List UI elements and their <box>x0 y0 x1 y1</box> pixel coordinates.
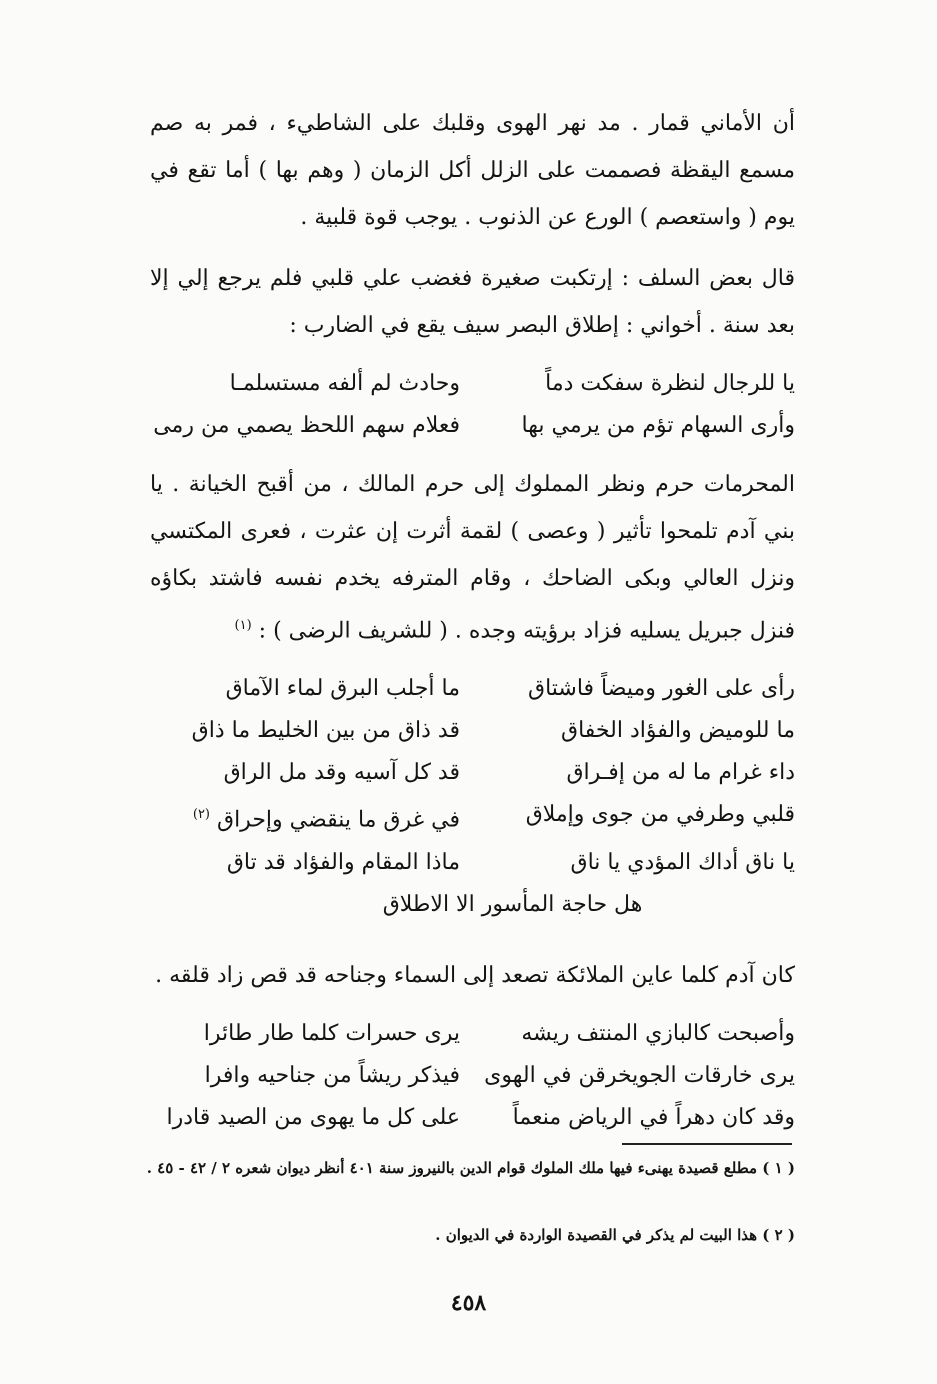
verse-hemistich: وأرى السهام تؤم من يرمي بها <box>521 413 795 438</box>
verse-line <box>150 668 795 710</box>
verse-hemistich: قد ذاق من بين الخليط ما ذاق <box>191 718 460 744</box>
verse-line <box>150 1055 795 1097</box>
verse-line <box>150 405 795 447</box>
verse-hemistich: فيذكر ريشاً من جناحيه وافرا <box>204 1062 460 1088</box>
verse-line <box>150 1097 795 1139</box>
verse-hemistich: داء غرام ما له من إفـراق <box>566 760 795 786</box>
paragraph-1: أن الأماني قمار . مد نهر الهوى وقلبك على الشاطيء ، فمر به صم مسمع اليقظة فصممت على الزلل أكل الزمان ( وهم بها ) أما تقع في يوم ( واستعصم ) الورع عن الذنوب . يوجب قوة قلبية . <box>150 111 795 230</box>
paragraph-4: كان آدم كلما عاين الملائكة تصعد إلى السماء وجناحه قد قص زاد قلقه . <box>155 962 795 988</box>
footnote-ref-1: (١) <box>234 618 252 633</box>
verse-hemistich-text: في غرق ما ينقضي وإحراق <box>217 807 460 833</box>
verse-line <box>150 752 795 794</box>
verse-line <box>150 710 795 752</box>
verse-line <box>150 1013 795 1055</box>
verse-hemistich: يرى حسرات كلما طار طائرا <box>203 1020 460 1046</box>
verse-hemistich: وحادث لم ألفه مستسلمـا <box>229 371 460 396</box>
verse-hemistich: يا للرجال لنظرة سفكت دماً <box>545 371 795 396</box>
paragraph-2: قال بعض السلف : إرتكبت صغيرة فغضب علي قلبي فلم يرجع إلي إلا بعد سنة . أخواني : إطلاق البصر سيف يقع في الضارب : <box>150 266 795 338</box>
verse-hemistich: ما أجلب البرق لماء الآماق <box>225 676 460 702</box>
footnote-1: ( ١ ) مطلع قصيدة يهنىء فيها ملك الملوك قوام الدين بالنيروز سنة ٤٠١ أنظر ديوان شعره ٢ / ٤٢ - ٤٥ . <box>146 1159 795 1177</box>
verse-hemistich: ماذا المقام والفؤاد قد تاق <box>226 849 460 875</box>
footnote-2: ( ٢ ) هذا البيت لم يذكر في القصيدة الواردة في الديوان . <box>435 1226 795 1244</box>
verse-line <box>150 794 795 841</box>
verse-hemistich: رأى على الغور وميضاً فاشتاق <box>528 676 795 702</box>
verse-hemistich: فعلام سهم اللحظ يصمي من رمى <box>153 413 460 438</box>
verse-line <box>150 842 795 884</box>
verse-hemistich: يرى خارقات الجويخرقن في الهوى <box>484 1062 795 1088</box>
verse-hemistich: ما للوميض والفؤاد الخفاق <box>561 718 795 744</box>
verse-hemistich: يا ناق أداك المؤدي يا ناق <box>570 849 795 875</box>
page-number: ٤٥٨ <box>450 1290 487 1316</box>
verse-hemistich: وأصبحت كالبازي المنتف ريشه <box>521 1020 795 1046</box>
verse-line <box>150 363 795 405</box>
paragraph-3-text: المحرمات حرم ونظر المملوك إلى حرم المالك ، من أقبح الخيانة . يا بني آدم تلمحوا تأثير ( وعصى ) لقمة أثرت إن عثرت ، فعرى المكتسي ونزل العالي وبكى الضاحك ، وقام المترفه يخدم نفسه فاشتد بكاؤه فنزل جبريل يسليه فزاد برؤيته وجده . ( للشريف الرضى ) : <box>150 472 795 644</box>
verse-hemistich: قد كل آسيه وقد مل الراق <box>223 760 460 786</box>
verse-block-1 <box>150 363 795 447</box>
verse-final-line: هل حاجة المأسور الا الاطلاق <box>382 891 643 917</box>
footnote-ref-2: (٢) <box>192 807 210 823</box>
verse-block-2 <box>150 668 795 925</box>
verse-hemistich <box>150 794 460 841</box>
verse-hemistich: قلبي وطرفي من جوى وإملاق <box>525 802 795 828</box>
paragraph-3 <box>150 461 795 654</box>
verse-block-3 <box>150 1013 795 1139</box>
footnote-divider <box>622 1143 792 1145</box>
page-body <box>150 100 795 1139</box>
verse-hemistich: على كل ما يهوى من الصيد قادرا <box>166 1104 460 1130</box>
verse-hemistich: وقد كان دهراً في الرياض منعماً <box>512 1104 795 1130</box>
